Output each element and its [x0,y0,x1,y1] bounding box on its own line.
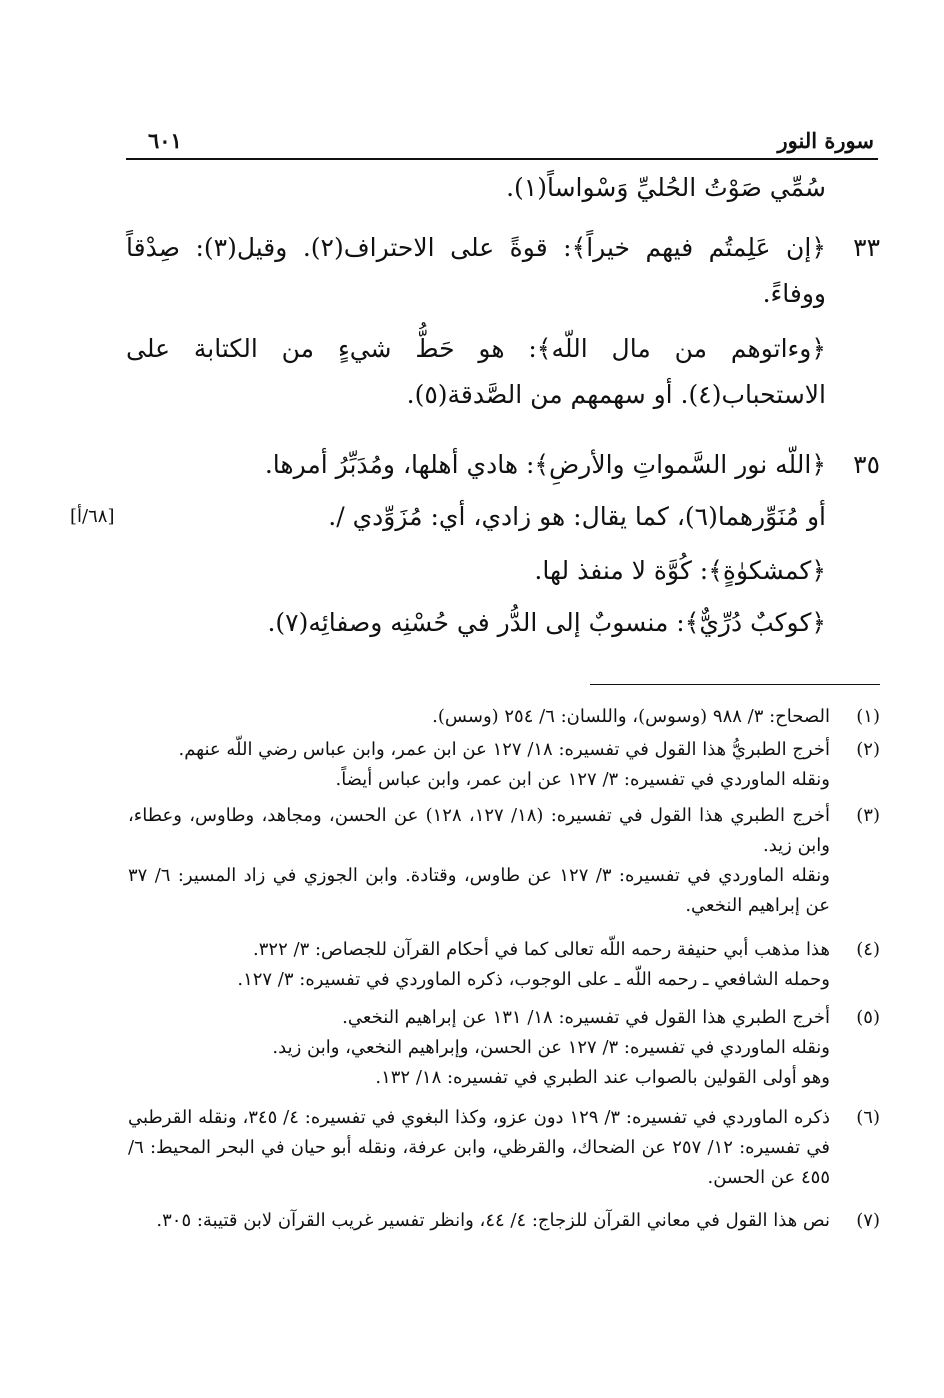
footnote-number: (٧) [856,1210,880,1231]
footnote-line: ذكره الماوردي في تفسيره: ٣/ ١٢٩ دون عزو، وكذا البغوي في تفسيره: ٤/ ٣٤٥، ونقله القرطبي في تفسيره: ١٢/ ٢٥٧ عن الضحاك، والقرظي، وابن عرفة، ونقله أبو حيان في البحر المحيط: ٦/ ٤٥٥ عن الحسن. [128,1107,830,1188]
verse-33-commentary-b: ﴿وءاتوهم من مال اللّه﴾: هو حَطُّ شيءٍ من الكتابة على الاستحباب(٤). أو سهمهم من الصَّدقة(٥). [126,334,826,409]
footnote-7 [128,1206,880,1236]
footnote-1 [128,702,880,732]
verse-number-33: ٣٣ [853,233,880,262]
footnote-line: وحمله الشافعي ـ رحمه اللّه ـ على الوجوب، ذكره الماوردي في تفسيره: ٣/ ١٢٧. [237,969,830,990]
footnote-number: (١) [856,706,880,727]
footnote-4 [128,935,880,995]
footnote-line: نص هذا القول في معاني القرآن للزجاج: ٤/ ٤٤، وانظر تفسير غريب القرآن لابن قتيبة: ٣٠٥. [156,1210,830,1231]
manuscript-folio-ref: [٦٨/أ] [70,506,115,527]
page-number: ٦٠١ [148,128,182,153]
footnote-line: وهو أولى القولين بالصواب عند الطبري في تفسيره: ١٨/ ١٣٢. [375,1067,830,1088]
verse-35-c: ﴿كمشكوٰةٍ﴾: كُوَّة لا منفذ لها. [534,556,826,585]
footnote-line: أخرج الطبريُّ هذا القول في تفسيره: ١٨/ ١٢٧ عن ابن عمر، وابن عباس رضي اللّه عنهم. [178,739,830,760]
surah-title: سورة النور [777,128,874,153]
verse-35-a: ﴿اللّه نور السَّمواتِ والأرضِ﴾: هادي أهلها، ومُدَبِّرُ أمرها. [264,450,826,479]
footnote-6 [128,1103,880,1193]
footnote-line: الصحاح: ٣/ ٩٨٨ (وسوس)، واللسان: ٦/ ٢٥٤ (وسس). [432,706,830,727]
footnote-number: (٤) [856,939,880,960]
footnote-line: ونقله الماوردي في تفسيره: ٣/ ١٢٧ عن طاوس، وقتادة. وابن الجوزي في زاد المسير: ٦/ ٣٧ عن إبراهيم النخعي. [128,865,830,916]
verse-33-commentary: ﴿إن عَلِمتُم فيهم خيراً﴾: قوةً على الاحتراف(٢). وقيل(٣): صِدْقاً ووفاءً. [126,233,826,308]
verse-35-d: ﴿كوكبٌ دُرِّيٌّ﴾: منسوبٌ إلى الدُّر في حُسْنِه وصفائِه(٧). [267,608,826,637]
footnote-line: أخرج الطبري هذا القول في تفسيره: ١٨/ ١٣١ عن إبراهيم النخعي. [342,1007,830,1028]
page-header [126,128,878,156]
footnote-number: (٣) [856,805,880,826]
footnote-line: أخرج الطبري هذا القول في تفسيره: (١٨/ ١٢٧، ١٢٨) عن الحسن، ومجاهد، وطاوس، وعطاء، وابن زيد. [128,805,830,856]
footnote-3 [128,801,880,921]
footnote-5 [128,1003,880,1093]
footnote-line: هذا مذهب أبي حنيفة رحمه اللّه تعالى كما في أحكام القرآن للجصاص: ٣/ ٣٢٢. [253,939,830,960]
footnote-number: (٢) [856,739,880,760]
footnote-2 [128,735,880,795]
header-rule [126,158,878,160]
footnote-line: ونقله الماوردي في تفسيره: ٣/ ١٢٧ عن ابن عمر، وابن عباس أيضاً. [335,769,830,790]
verse-number-35: ٣٥ [853,450,880,479]
footnote-separator [590,684,880,685]
footnote-line: ونقله الماوردي في تفسيره: ٣/ ١٢٧ عن الحسن، وإبراهيم النخعي، وابن زيد. [272,1037,830,1058]
footnote-number: (٥) [856,1007,880,1028]
text-line-1: سُمِّي صَوْتُ الحُليِّ وَسْواساً(١). [506,173,826,202]
footnote-number: (٦) [856,1107,880,1128]
verse-35-b: أو مُنَوِّرهما(٦)، كما يقال: هو زادي، أي: مُزَوِّدي /. [328,502,826,531]
